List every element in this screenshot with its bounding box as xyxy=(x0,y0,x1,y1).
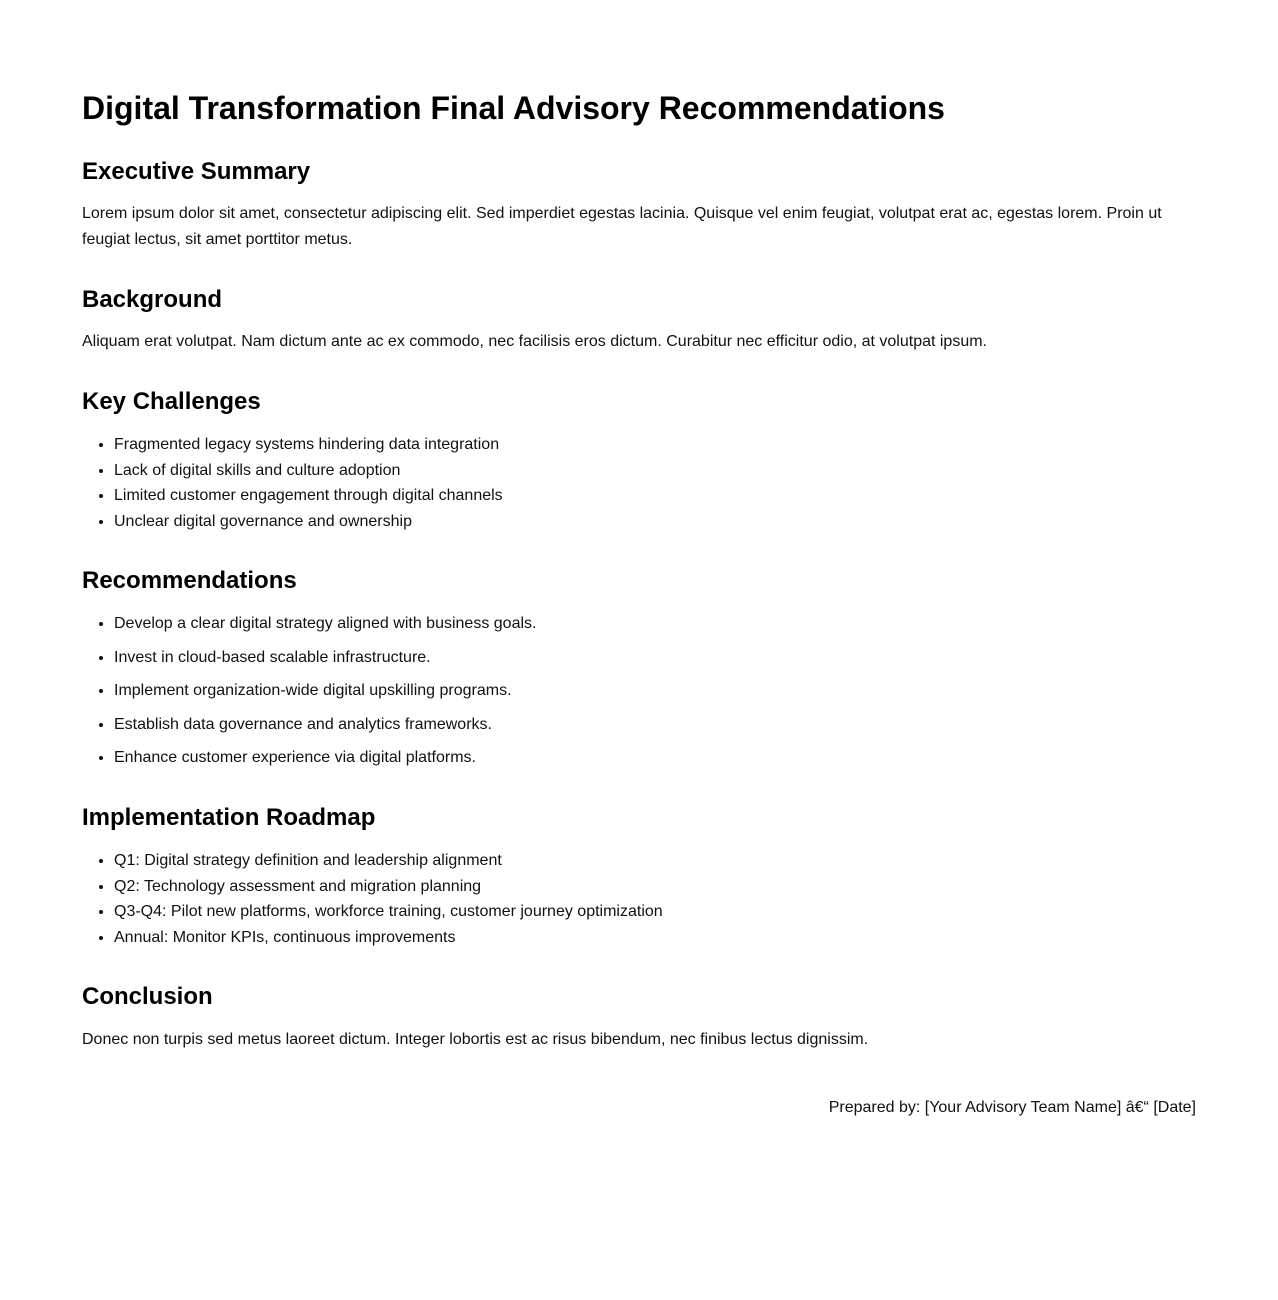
list-item: • Fragmented legacy systems hindering data integration xyxy=(114,432,1196,458)
background-heading: Background xyxy=(82,286,223,313)
prepared-by-footer: Prepared by: [Your Advisory Team Name] â€“ [Date] xyxy=(828,1099,1196,1116)
roadmap-list xyxy=(82,848,1196,950)
conclusion-heading: Conclusion xyxy=(82,983,213,1010)
list-item: • Invest in cloud-based scalable infrastructure. xyxy=(114,648,1196,668)
list-item: • Annual: Monitor KPIs, continuous improvements xyxy=(114,925,1196,951)
conclusion-text: Donec non turpis sed metus laoreet dictum. Integer lobortis est ac risus bibendum, nec finibus lectus dignissim. xyxy=(82,1031,869,1048)
list-item: • Q3-Q4: Pilot new platforms, workforce training, customer journey optimization xyxy=(114,899,1196,925)
list-item: • Q1: Digital strategy definition and leadership alignment xyxy=(114,848,1196,874)
list-item: • Develop a clear digital strategy aligned with business goals. xyxy=(114,614,1196,634)
page-title: Digital Transformation Final Advisory Recommendations xyxy=(82,90,945,126)
executive-summary-text: Lorem ipsum dolor sit amet, consectetur adipiscing elit. Sed imperdiet egestas lacinia. Quisque vel enim feugiat, volutpat erat ac, egestas lorem. Proin ut feugiat lectus, sit amet porttitor metus. xyxy=(82,205,1162,248)
key-challenges-list xyxy=(82,432,1196,534)
list-item: • Establish data governance and analytics frameworks. xyxy=(114,715,1196,735)
list-item: • Enhance customer experience via digital platforms. xyxy=(114,748,1196,768)
list-item: • Q2: Technology assessment and migration planning xyxy=(114,874,1196,900)
background-text: Aliquam erat volutpat. Nam dictum ante ac ex commodo, nec facilisis eros dictum. Curabitur nec efficitur odio, at volutpat ipsum. xyxy=(82,333,987,350)
key-challenges-heading: Key Challenges xyxy=(82,388,261,415)
roadmap-heading: Implementation Roadmap xyxy=(82,804,376,831)
recommendations-heading: Recommendations xyxy=(82,567,297,594)
list-item: • Lack of digital skills and culture adoption xyxy=(114,458,1196,484)
list-item: • Unclear digital governance and ownership xyxy=(114,509,1196,535)
recommendations-list xyxy=(82,614,1196,782)
list-item: • Limited customer engagement through digital channels xyxy=(114,483,1196,509)
executive-summary-heading: Executive Summary xyxy=(82,158,311,185)
list-item: • Implement organization-wide digital upskilling programs. xyxy=(114,681,1196,701)
